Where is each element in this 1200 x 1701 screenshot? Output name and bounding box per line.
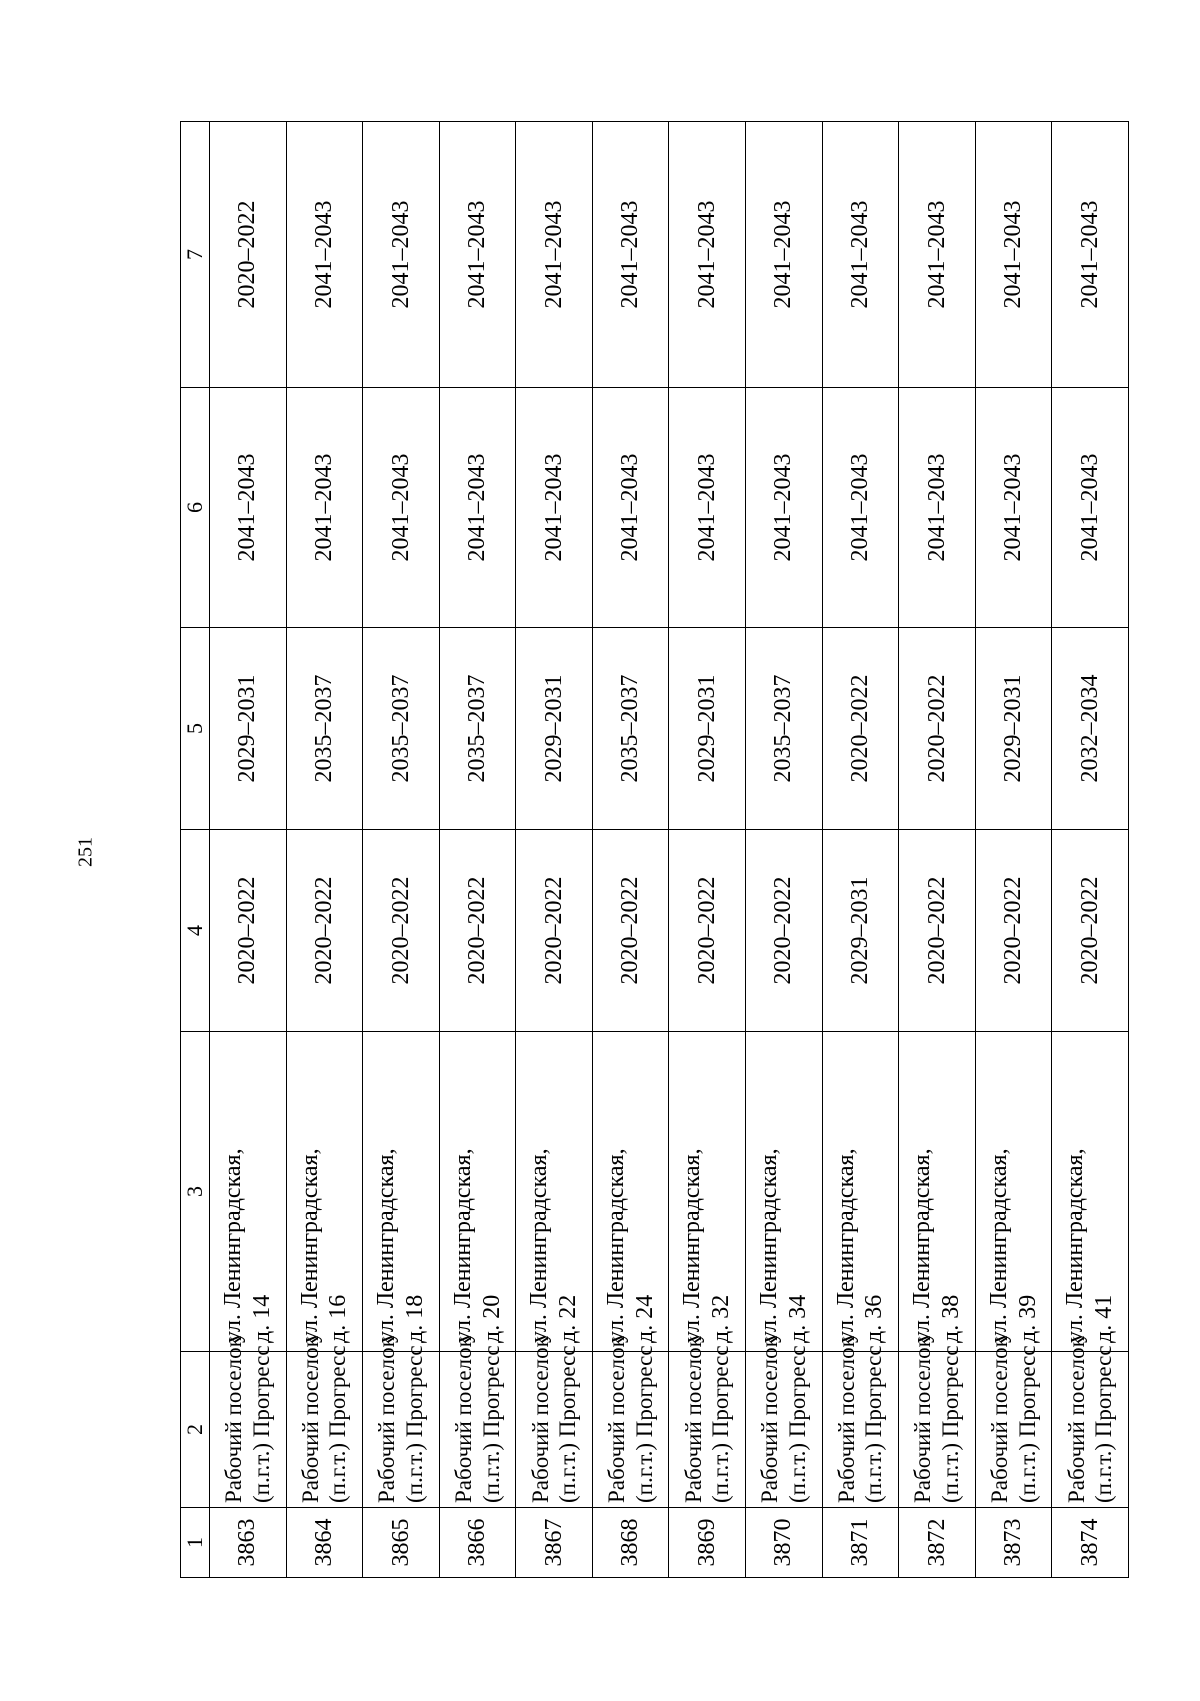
period-col-5: 2020–2022 — [822, 628, 899, 830]
address-cell-line-1: ул. Ленинградская, — [219, 1148, 246, 1343]
settlement-cell-line-2: (п.г.т.) Прогресс — [937, 1345, 963, 1503]
period-col-4: 2020–2022 — [1052, 830, 1129, 1032]
address-cell — [363, 1032, 440, 1352]
period-col-4: 2020–2022 — [439, 830, 516, 1032]
address-cell-line-2: д. 22 — [555, 1294, 582, 1343]
row-number: 3874 — [1052, 1508, 1129, 1578]
settlement-cell-line-1: Рабочий поселок — [680, 1336, 706, 1503]
settlement-cell — [899, 1336, 976, 1508]
settlement-cell-line-2: (п.г.т.) Прогресс — [478, 1345, 504, 1503]
period-col-5: 2035–2037 — [592, 628, 669, 830]
table-row — [899, 122, 976, 1578]
period-col-6: 2041–2043 — [363, 388, 440, 628]
table-row — [286, 122, 363, 1578]
settlement-cell-line-2: (п.г.т.) Прогресс — [248, 1345, 274, 1503]
settlement-cell — [822, 1336, 899, 1508]
address-cell — [899, 1032, 976, 1352]
address-cell — [439, 1032, 516, 1352]
row-number: 3871 — [822, 1508, 899, 1578]
row-number: 3869 — [669, 1508, 746, 1578]
period-col-4: 2020–2022 — [516, 830, 593, 1032]
address-cell-line-2: д. 18 — [401, 1294, 428, 1343]
address-cell-line-1: ул. Ленинградская, — [526, 1148, 553, 1343]
table-body — [210, 122, 1129, 1578]
address-cell-line-2: д. 39 — [1014, 1294, 1041, 1343]
period-col-6: 2041–2043 — [1052, 388, 1129, 628]
period-col-6: 2041–2043 — [516, 388, 593, 628]
settlement-cell-line-1: Рабочий поселок — [1063, 1336, 1089, 1503]
period-col-7: 2041–2043 — [592, 122, 669, 388]
row-number: 3865 — [363, 1508, 440, 1578]
table-row — [210, 122, 287, 1578]
document-table — [180, 121, 1129, 1578]
address-cell-line-1: ул. Ленинградская, — [1062, 1148, 1089, 1343]
address-cell-line-1: ул. Ленинградская, — [449, 1148, 476, 1343]
settlement-cell-line-2: (п.г.т.) Прогресс — [325, 1345, 351, 1503]
address-cell — [592, 1032, 669, 1352]
period-col-5: 2035–2037 — [746, 628, 823, 830]
period-col-7: 2041–2043 — [669, 122, 746, 388]
address-cell-line-1: ул. Ленинградская, — [756, 1148, 783, 1343]
period-col-5: 2035–2037 — [286, 628, 363, 830]
settlement-cell-line-1: Рабочий поселок — [910, 1336, 936, 1503]
period-col-4: 2020–2022 — [286, 830, 363, 1032]
settlement-cell — [210, 1336, 287, 1508]
settlement-cell-line-2: (п.г.т.) Прогресс — [631, 1345, 657, 1503]
period-col-7: 2041–2043 — [516, 122, 593, 388]
column-header-5: 5 — [181, 628, 210, 830]
period-col-7: 2041–2043 — [286, 122, 363, 388]
period-col-6: 2041–2043 — [669, 388, 746, 628]
address-cell — [975, 1032, 1052, 1352]
period-col-6: 2041–2043 — [822, 388, 899, 628]
period-col-6: 2041–2043 — [592, 388, 669, 628]
table-header-row — [181, 122, 210, 1578]
period-col-5: 2035–2037 — [363, 628, 440, 830]
row-number: 3870 — [746, 1508, 823, 1578]
settlement-cell — [1052, 1336, 1129, 1508]
period-col-6: 2041–2043 — [439, 388, 516, 628]
table-row — [669, 122, 746, 1578]
address-cell-line-2: д. 36 — [861, 1294, 888, 1343]
settlement-cell — [516, 1336, 593, 1508]
settlement-cell-line-2: (п.г.т.) Прогресс — [708, 1345, 734, 1503]
period-col-7: 2020–2022 — [210, 122, 287, 388]
period-col-7: 2041–2043 — [1052, 122, 1129, 388]
period-col-5: 2035–2037 — [439, 628, 516, 830]
period-col-6: 2041–2043 — [286, 388, 363, 628]
table-row — [516, 122, 593, 1578]
settlement-cell-line-1: Рабочий поселок — [221, 1336, 247, 1503]
table-row — [592, 122, 669, 1578]
address-cell-line-1: ул. Ленинградская, — [832, 1148, 859, 1343]
period-col-4: 2020–2022 — [363, 830, 440, 1032]
period-col-4: 2020–2022 — [210, 830, 287, 1032]
row-number: 3873 — [975, 1508, 1052, 1578]
settlement-cell — [592, 1336, 669, 1508]
address-cell-line-2: д. 20 — [478, 1294, 505, 1343]
settlement-cell-line-1: Рабочий поселок — [297, 1336, 323, 1503]
address-cell-line-2: д. 32 — [708, 1294, 735, 1343]
address-cell-line-1: ул. Ленинградская, — [296, 1148, 323, 1343]
address-cell-line-1: ул. Ленинградская, — [602, 1148, 629, 1343]
settlement-cell-line-1: Рабочий поселок — [986, 1336, 1012, 1503]
column-header-1: 1 — [181, 1508, 210, 1578]
settlement-cell-line-2: (п.г.т.) Прогресс — [861, 1345, 887, 1503]
settlement-cell-line-2: (п.г.т.) Прогресс — [401, 1345, 427, 1503]
period-col-5: 2020–2022 — [899, 628, 976, 830]
period-col-4: 2020–2022 — [899, 830, 976, 1032]
column-header-4: 4 — [181, 830, 210, 1032]
row-number: 3872 — [899, 1508, 976, 1578]
document-table-container — [180, 122, 1129, 1578]
settlement-cell — [439, 1336, 516, 1508]
period-col-7: 2041–2043 — [975, 122, 1052, 388]
address-cell — [286, 1032, 363, 1352]
settlement-cell-line-1: Рабочий поселок — [527, 1336, 553, 1503]
address-cell-line-2: д. 34 — [784, 1294, 811, 1343]
period-col-4: 2029–2031 — [822, 830, 899, 1032]
address-cell — [210, 1032, 287, 1352]
table-row — [746, 122, 823, 1578]
period-col-6: 2041–2043 — [210, 388, 287, 628]
settlement-cell-line-1: Рабочий поселок — [757, 1336, 783, 1503]
row-number: 3866 — [439, 1508, 516, 1578]
address-cell-line-2: д. 41 — [1091, 1294, 1118, 1343]
address-cell-line-2: д. 24 — [631, 1294, 658, 1343]
period-col-5: 2029–2031 — [975, 628, 1052, 830]
period-col-7: 2041–2043 — [363, 122, 440, 388]
settlement-cell-line-2: (п.г.т.) Прогресс — [784, 1345, 810, 1503]
period-col-7: 2041–2043 — [899, 122, 976, 388]
period-col-6: 2041–2043 — [899, 388, 976, 628]
address-cell — [1052, 1032, 1129, 1352]
settlement-cell — [975, 1336, 1052, 1508]
row-number: 3867 — [516, 1508, 593, 1578]
settlement-cell-line-1: Рабочий поселок — [833, 1336, 859, 1503]
period-col-4: 2020–2022 — [669, 830, 746, 1032]
period-col-5: 2032–2034 — [1052, 628, 1129, 830]
period-col-7: 2041–2043 — [746, 122, 823, 388]
table-row — [1052, 122, 1129, 1578]
period-col-6: 2041–2043 — [746, 388, 823, 628]
period-col-5: 2029–2031 — [669, 628, 746, 830]
period-col-7: 2041–2043 — [822, 122, 899, 388]
settlement-cell-line-2: (п.г.т.) Прогресс — [1091, 1345, 1117, 1503]
period-col-6: 2041–2043 — [975, 388, 1052, 628]
table-row — [822, 122, 899, 1578]
column-header-3: 3 — [181, 1032, 210, 1352]
table-row — [363, 122, 440, 1578]
period-col-4: 2020–2022 — [975, 830, 1052, 1032]
address-cell — [669, 1032, 746, 1352]
address-cell-line-2: д. 38 — [937, 1294, 964, 1343]
column-header-2: 2 — [181, 1352, 210, 1508]
row-number: 3868 — [592, 1508, 669, 1578]
settlement-cell — [746, 1336, 823, 1508]
table-row — [439, 122, 516, 1578]
column-header-7: 7 — [181, 122, 210, 388]
settlement-cell-line-1: Рабочий поселок — [604, 1336, 630, 1503]
column-header-6: 6 — [181, 388, 210, 628]
address-cell-line-2: д. 14 — [248, 1294, 275, 1343]
settlement-cell-line-1: Рабочий поселок — [374, 1336, 400, 1503]
settlement-cell-line-1: Рабочий поселок — [450, 1336, 476, 1503]
address-cell — [822, 1032, 899, 1352]
period-col-7: 2041–2043 — [439, 122, 516, 388]
table-row — [975, 122, 1052, 1578]
period-col-5: 2029–2031 — [516, 628, 593, 830]
address-cell-line-1: ул. Ленинградская, — [373, 1148, 400, 1343]
address-cell-line-1: ул. Ленинградская, — [679, 1148, 706, 1343]
settlement-cell — [363, 1336, 440, 1508]
period-col-5: 2029–2031 — [210, 628, 287, 830]
settlement-cell — [669, 1336, 746, 1508]
row-number: 3863 — [210, 1508, 287, 1578]
period-col-4: 2020–2022 — [746, 830, 823, 1032]
address-cell-line-1: ул. Ленинградская, — [985, 1148, 1012, 1343]
row-number: 3864 — [286, 1508, 363, 1578]
address-cell-line-2: д. 16 — [325, 1294, 352, 1343]
address-cell — [516, 1032, 593, 1352]
address-cell — [746, 1032, 823, 1352]
settlement-cell-line-2: (п.г.т.) Прогресс — [555, 1345, 581, 1503]
address-cell-line-1: ул. Ленинградская, — [909, 1148, 936, 1343]
page-number: 251 — [74, 837, 97, 867]
period-col-4: 2020–2022 — [592, 830, 669, 1032]
settlement-cell — [286, 1336, 363, 1508]
settlement-cell-line-2: (п.г.т.) Прогресс — [1014, 1345, 1040, 1503]
